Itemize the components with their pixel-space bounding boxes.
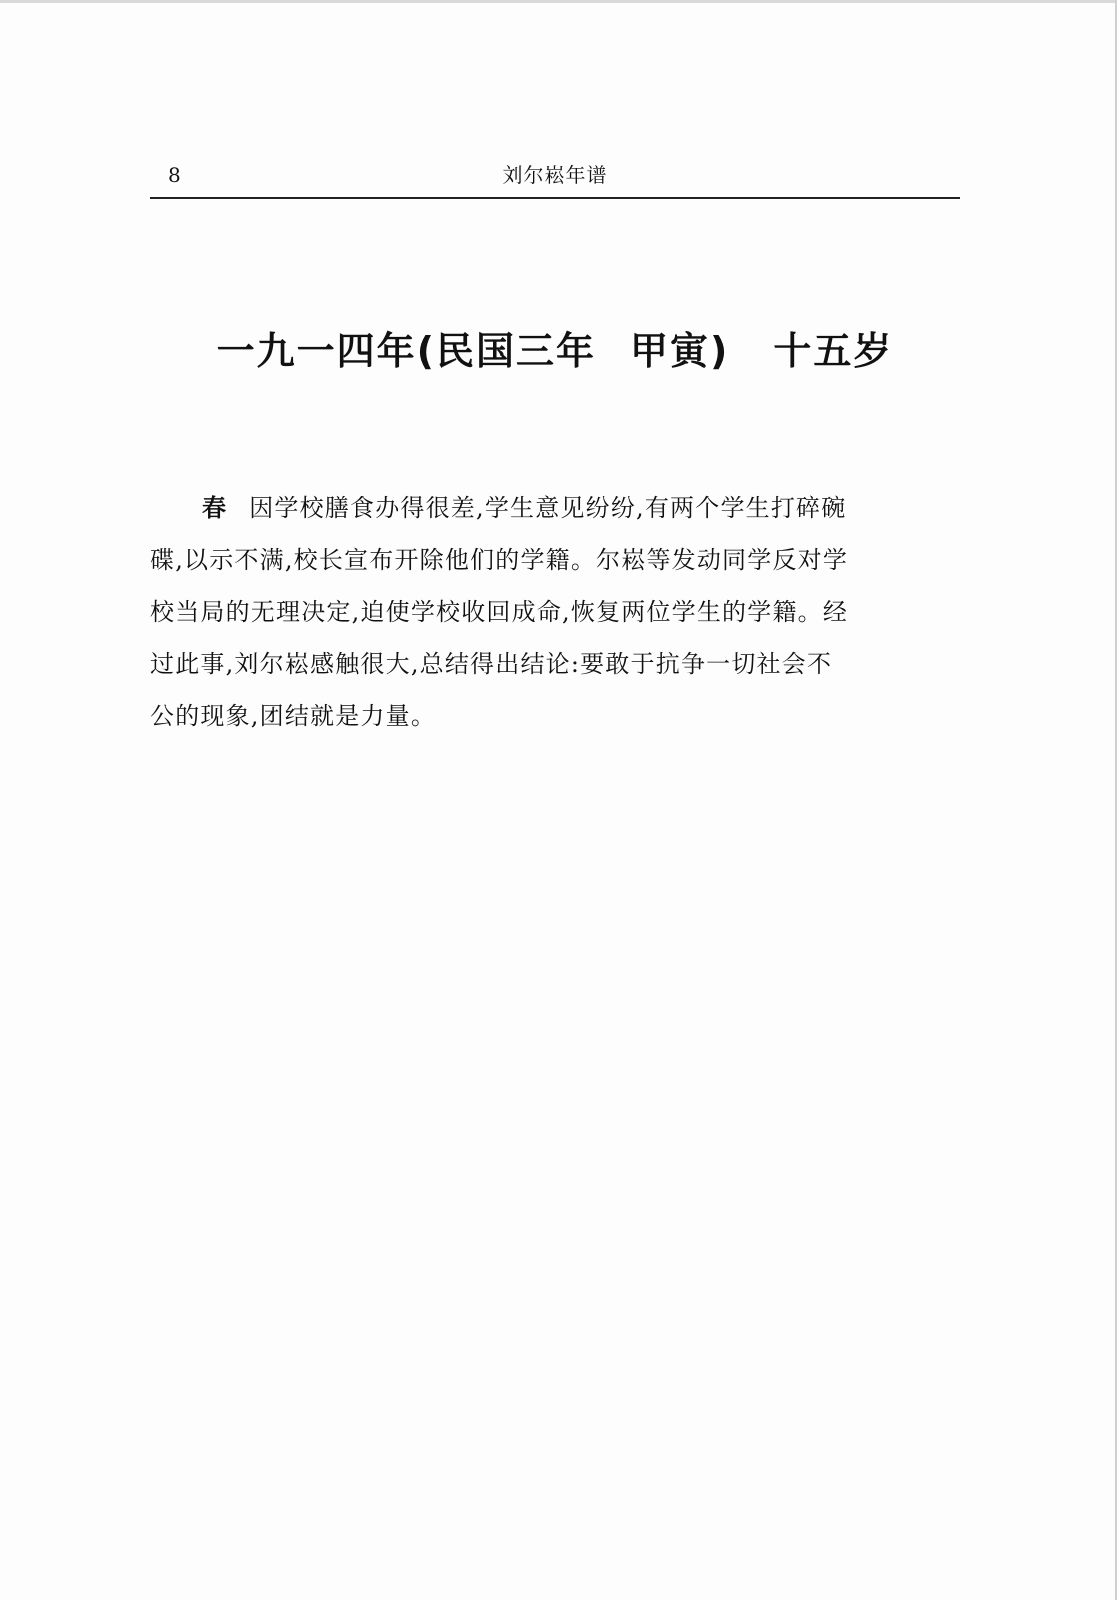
heading-era: (民国三年 (416, 329, 596, 373)
page-header (150, 160, 960, 198)
season-label: 春 (202, 494, 228, 522)
paragraph-line: 公的现象,团结就是力量。 (150, 702, 437, 730)
heading-year: 一九一四年 (216, 329, 417, 373)
chapter-heading (150, 326, 960, 376)
paragraph-line: 过此事,刘尔崧感触很大,总结得出结论:要敢于抗争一切社会不 (150, 650, 833, 678)
header-rule (150, 197, 960, 199)
scan-edge-top (0, 0, 1117, 3)
paragraph-line: 碟,以示不满,校长宣布开除他们的学籍。尔崧等发动同学反对学 (150, 546, 849, 574)
paragraph-line (150, 482, 958, 534)
paragraph-line: 校当局的无理决定,迫使学校收回成命,恢复两位学生的学籍。经 (150, 598, 849, 626)
entry-paragraph (150, 482, 958, 742)
heading-ganzhi: 甲寅) (630, 329, 730, 373)
line-text: 因学校膳食办得很差,学生意见纷纷,有两个学生打碎碗 (249, 494, 847, 522)
page-number: 8 (168, 163, 181, 187)
running-title: 刘尔崧年谱 (502, 163, 608, 187)
heading-age: 十五岁 (773, 329, 894, 373)
